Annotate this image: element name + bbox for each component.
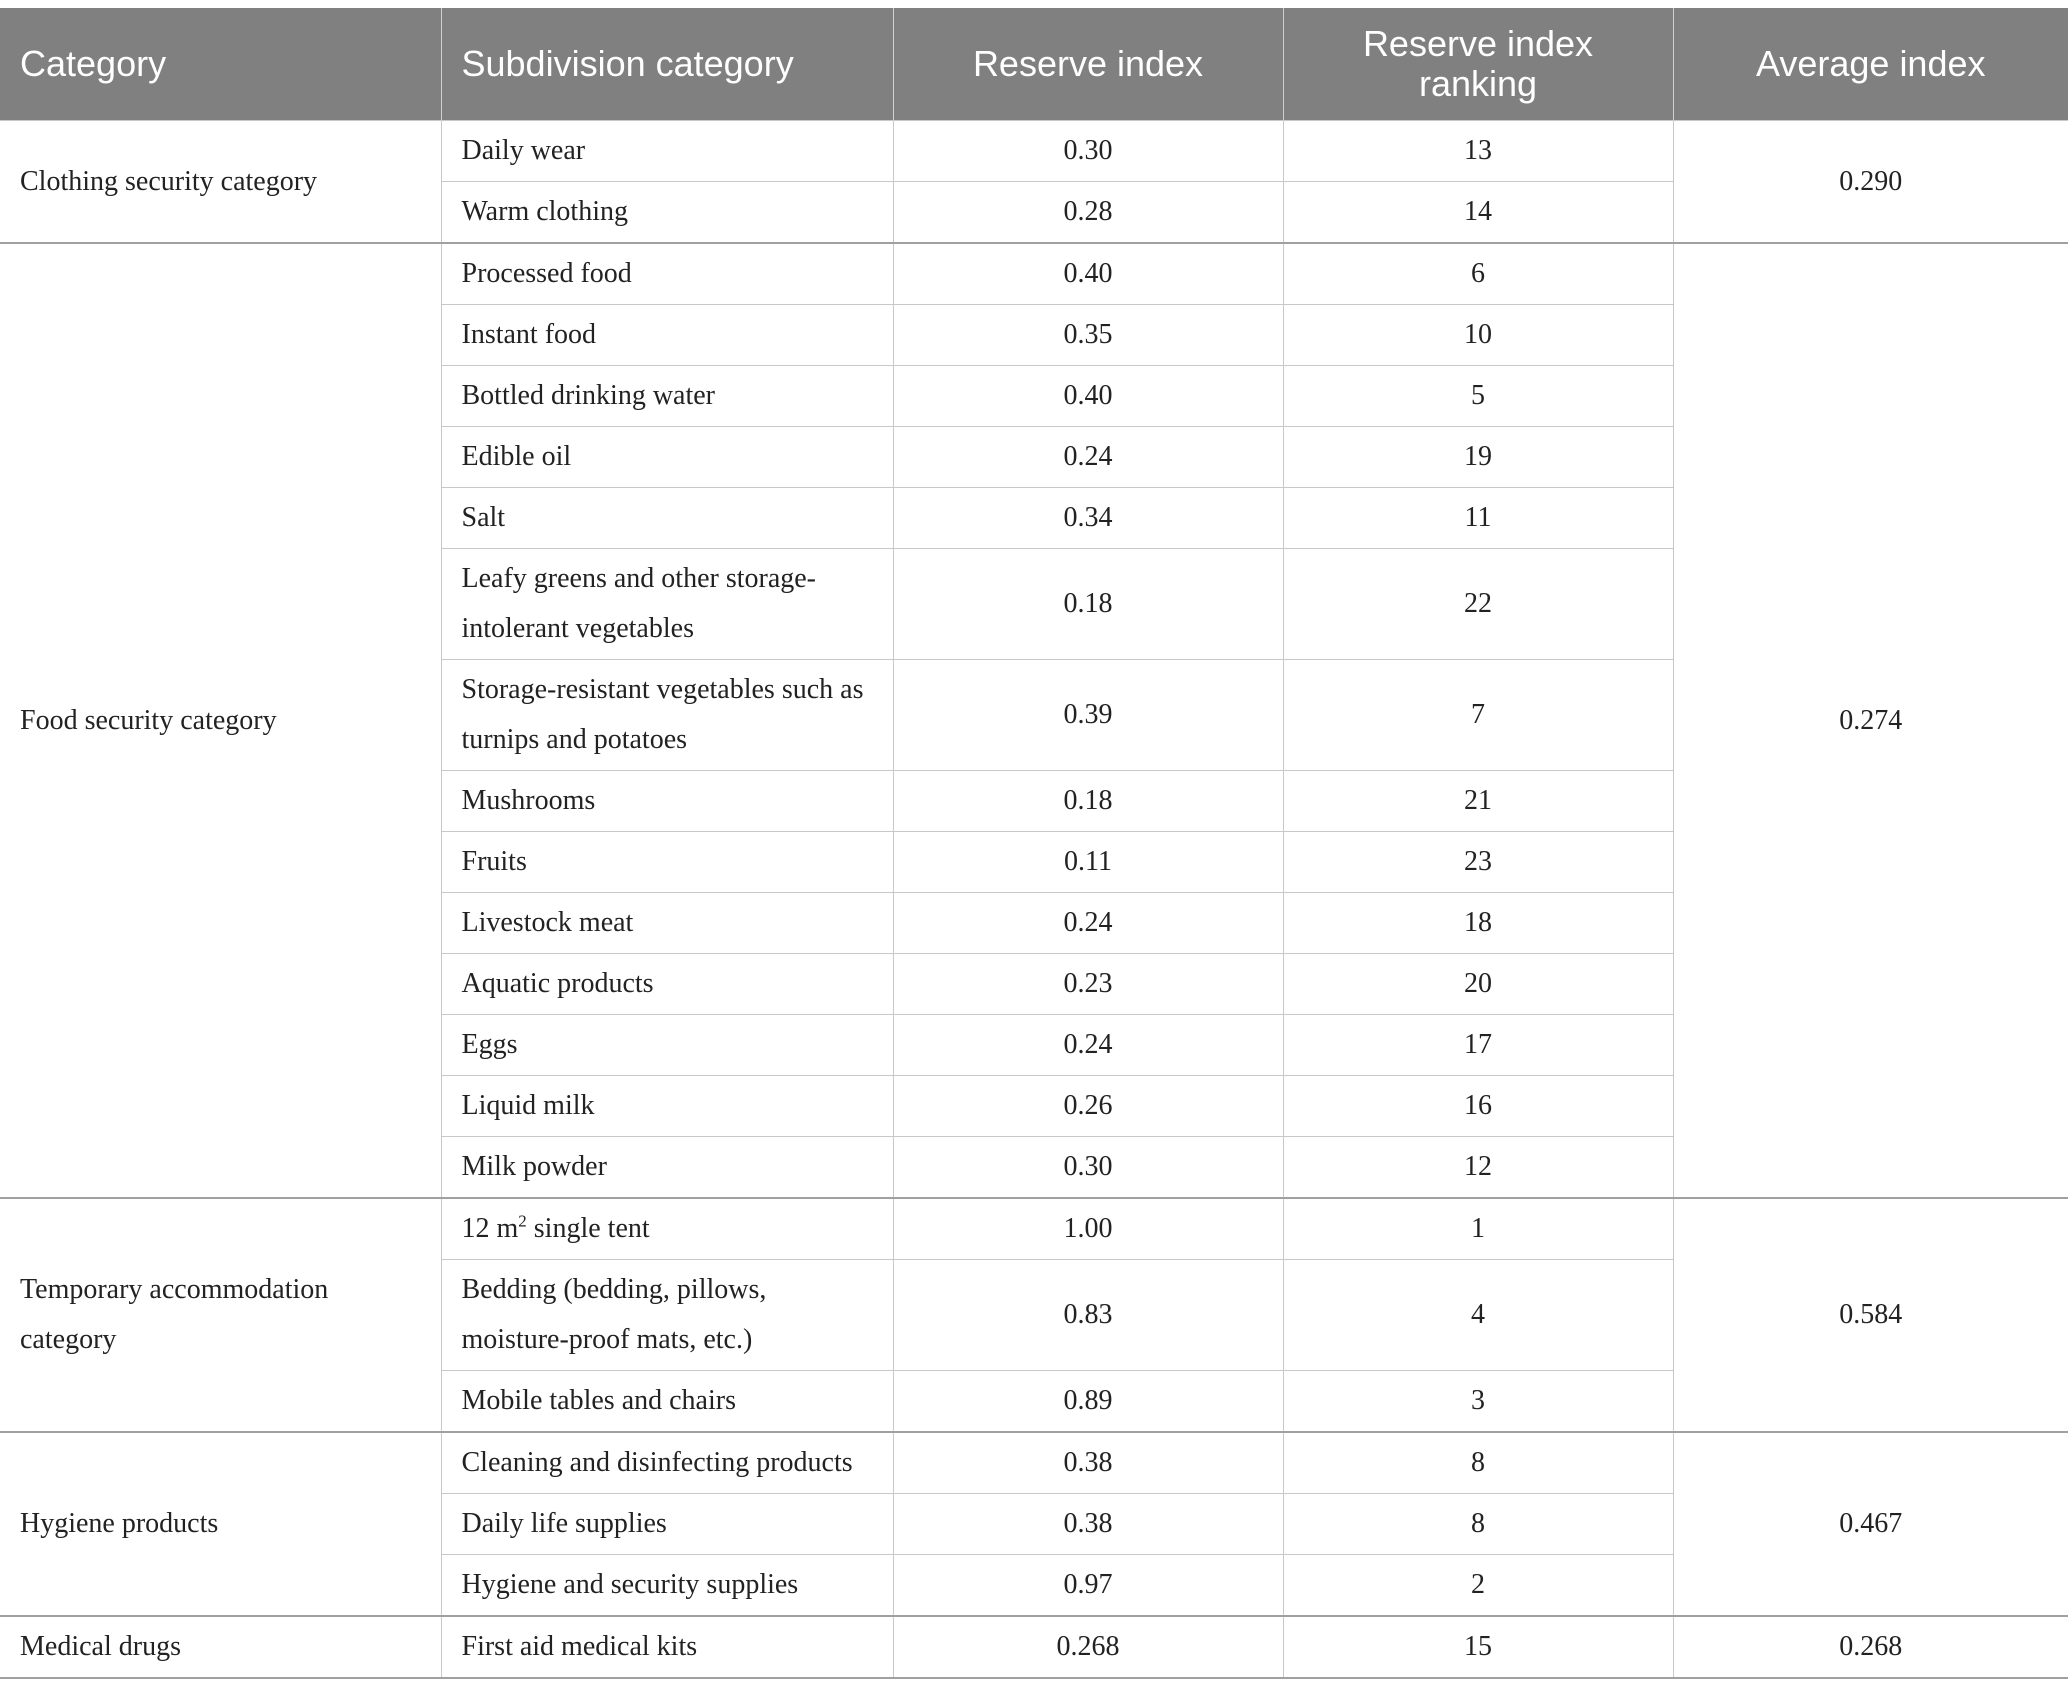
header-row (0, 8, 2068, 121)
ranking-cell: 22 (1283, 549, 1673, 660)
category-cell: Medical drugs (0, 1616, 441, 1678)
average-index-cell: 0.290 (1673, 121, 2068, 244)
ranking-cell: 11 (1283, 488, 1673, 549)
ranking-cell: 14 (1283, 182, 1673, 244)
reserve-index-cell: 0.39 (893, 660, 1283, 771)
reserve-index-cell: 0.26 (893, 1076, 1283, 1137)
subdivision-cell: Hygiene and security supplies (441, 1555, 893, 1617)
subdivision-cell: Daily life supplies (441, 1494, 893, 1555)
category-cell: Hygiene products (0, 1432, 441, 1616)
subdivision-cell: Mobile tables and chairs (441, 1371, 893, 1433)
subdivision-cell: Edible oil (441, 427, 893, 488)
subdivision-cell: Salt (441, 488, 893, 549)
ranking-cell: 5 (1283, 366, 1673, 427)
ranking-cell: 12 (1283, 1137, 1673, 1199)
ranking-cell: 10 (1283, 305, 1673, 366)
ranking-cell: 1 (1283, 1198, 1673, 1260)
subdivision-cell: Eggs (441, 1015, 893, 1076)
average-index-cell: 0.584 (1673, 1198, 2068, 1432)
header-reserve-index: Reserve index (893, 8, 1283, 121)
ranking-cell: 3 (1283, 1371, 1673, 1433)
reserve-index-cell: 0.23 (893, 954, 1283, 1015)
category-cell: Food security category (0, 243, 441, 1198)
reserve-index-cell: 0.28 (893, 182, 1283, 244)
reserve-index-cell: 0.18 (893, 771, 1283, 832)
ranking-cell: 8 (1283, 1494, 1673, 1555)
header-subdivision: Subdivision category (441, 8, 893, 121)
table-row (0, 1198, 2068, 1260)
ranking-cell: 21 (1283, 771, 1673, 832)
ranking-cell: 13 (1283, 121, 1673, 182)
reserve-index-table (0, 8, 2068, 1679)
reserve-index-cell: 0.89 (893, 1371, 1283, 1433)
average-index-cell: 0.274 (1673, 243, 2068, 1198)
average-index-cell: 0.467 (1673, 1432, 2068, 1616)
reserve-index-cell: 0.268 (893, 1616, 1283, 1678)
reserve-index-cell: 0.40 (893, 366, 1283, 427)
ranking-cell: 20 (1283, 954, 1673, 1015)
subdivision-cell: First aid medical kits (441, 1616, 893, 1678)
reserve-index-cell: 0.30 (893, 121, 1283, 182)
table-row (0, 243, 2068, 305)
header-average-index: Average index (1673, 8, 2068, 121)
ranking-cell: 7 (1283, 660, 1673, 771)
table-row (0, 1432, 2068, 1494)
subdivision-cell (441, 1198, 893, 1260)
subdivision-cell: Daily wear (441, 121, 893, 182)
ranking-cell: 6 (1283, 243, 1673, 305)
reserve-index-cell: 0.83 (893, 1260, 1283, 1371)
reserve-index-cell: 0.38 (893, 1494, 1283, 1555)
subdivision-cell: Aquatic products (441, 954, 893, 1015)
subdivision-cell: Livestock meat (441, 893, 893, 954)
category-cell: Clothing security category (0, 121, 441, 244)
reserve-index-cell: 0.24 (893, 1015, 1283, 1076)
subdivision-cell: Warm clothing (441, 182, 893, 244)
ranking-cell: 17 (1283, 1015, 1673, 1076)
reserve-index-cell: 0.38 (893, 1432, 1283, 1494)
reserve-index-cell: 0.40 (893, 243, 1283, 305)
subdivision-cell: Leafy greens and other storage-intolerant vegetables (441, 549, 893, 660)
subdivision-cell: Bottled drinking water (441, 366, 893, 427)
table-body (0, 121, 2068, 1679)
reserve-index-cell: 0.18 (893, 549, 1283, 660)
subdivision-cell: Bedding (bedding, pillows, moisture-proof mats, etc.) (441, 1260, 893, 1371)
subdivision-cell: Storage-resistant vegetables such as turnips and potatoes (441, 660, 893, 771)
header-reserve-ranking: Reserve index ranking (1283, 8, 1673, 121)
header-category: Category (0, 8, 441, 121)
reserve-index-cell: 0.35 (893, 305, 1283, 366)
ranking-cell: 19 (1283, 427, 1673, 488)
ranking-cell: 8 (1283, 1432, 1673, 1494)
subdivision-cell: Instant food (441, 305, 893, 366)
subdivision-cell: Fruits (441, 832, 893, 893)
ranking-cell: 2 (1283, 1555, 1673, 1617)
reserve-index-cell: 0.97 (893, 1555, 1283, 1617)
ranking-cell: 18 (1283, 893, 1673, 954)
subdivision-cell: Cleaning and disinfecting products (441, 1432, 893, 1494)
subdivision-cell: Processed food (441, 243, 893, 305)
category-cell: Temporary accommodation category (0, 1198, 441, 1432)
reserve-index-cell: 0.30 (893, 1137, 1283, 1199)
subdivision-cell: Milk powder (441, 1137, 893, 1199)
subdivision-cell: Liquid milk (441, 1076, 893, 1137)
superscript: 2 (518, 1211, 527, 1231)
average-index-cell: 0.268 (1673, 1616, 2068, 1678)
ranking-cell: 23 (1283, 832, 1673, 893)
reserve-index-cell: 1.00 (893, 1198, 1283, 1260)
ranking-cell: 16 (1283, 1076, 1673, 1137)
reserve-index-cell: 0.24 (893, 427, 1283, 488)
table-row (0, 121, 2068, 182)
subdivision-text: 12 m (461, 1213, 519, 1244)
table-header (0, 8, 2068, 121)
subdivision-text-after: single tent (526, 1213, 650, 1244)
reserve-index-cell: 0.34 (893, 488, 1283, 549)
reserve-index-cell: 0.24 (893, 893, 1283, 954)
ranking-cell: 4 (1283, 1260, 1673, 1371)
subdivision-cell: Mushrooms (441, 771, 893, 832)
reserve-index-cell: 0.11 (893, 832, 1283, 893)
ranking-cell: 15 (1283, 1616, 1673, 1678)
table-row (0, 1616, 2068, 1678)
